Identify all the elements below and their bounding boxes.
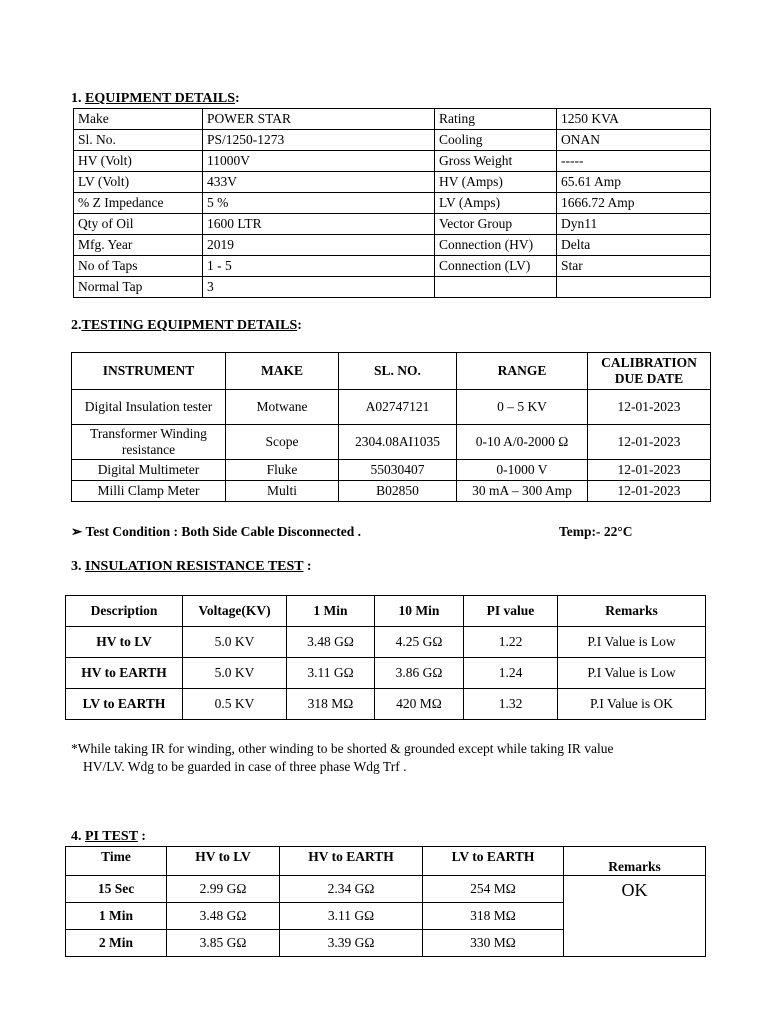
pi-header: HV to EARTH [280, 847, 423, 876]
pi-cell: 2.34 GΩ [280, 876, 423, 903]
equipment-cell: Connection (HV) [435, 235, 557, 256]
section1-heading [71, 91, 240, 107]
equipment-row [74, 151, 711, 172]
ir-cell: 1.32 [464, 689, 558, 720]
testing-equipment-header: CALIBRATION DUE DATE [588, 353, 711, 390]
pi-cell: 3.39 GΩ [280, 930, 423, 957]
ir-cell: P.I Value is Low [558, 658, 706, 689]
equipment-cell: No of Taps [74, 256, 203, 277]
ir-header: PI value [464, 596, 558, 627]
testing-equipment-cell: A02747121 [339, 390, 457, 425]
pi-test-table [65, 846, 706, 957]
equipment-cell: Rating [435, 109, 557, 130]
equipment-cell: 65.61 Amp [557, 172, 711, 193]
ir-cell: 5.0 KV [183, 627, 287, 658]
ir-cell: P.I Value is OK [558, 689, 706, 720]
equipment-cell: 11000V [203, 151, 435, 172]
temperature-text [559, 524, 633, 540]
ir-cell: 3.86 GΩ [375, 658, 464, 689]
section3-title: INSULATION RESISTANCE TEST [85, 559, 304, 574]
pi-header: Time [66, 847, 167, 876]
testing-equipment-cell: Digital Multimeter [72, 460, 226, 481]
testing-equipment-cell: 0-10 A/0-2000 Ω [457, 425, 588, 460]
ir-cell: 0.5 KV [183, 689, 287, 720]
testing-equipment-header: INSTRUMENT [72, 353, 226, 390]
equipment-cell: LV (Volt) [74, 172, 203, 193]
equipment-row [74, 193, 711, 214]
equipment-cell: Star [557, 256, 711, 277]
equipment-cell: Gross Weight [435, 151, 557, 172]
pi-cell: 1 Min [66, 903, 167, 930]
equipment-row [74, 109, 711, 130]
equipment-cell: Qty of Oil [74, 214, 203, 235]
equipment-row [74, 235, 711, 256]
testing-equipment-cell: 2304.08AI1035 [339, 425, 457, 460]
equipment-cell: % Z Impedance [74, 193, 203, 214]
testing-equipment-cell: Scope [226, 425, 339, 460]
section4-heading [71, 829, 146, 845]
section4-suffix: : [137, 829, 146, 844]
equipment-row [74, 130, 711, 151]
equipment-cell: 433V [203, 172, 435, 193]
section1-number: 1. [71, 91, 82, 106]
equipment-cell: PS/1250-1273 [203, 130, 435, 151]
testing-equipment-cell: Milli Clamp Meter [72, 481, 226, 502]
ir-header: Remarks [558, 596, 706, 627]
testing-equipment-cell: 12-01-2023 [588, 425, 711, 460]
pi-header: LV to EARTH [423, 847, 564, 876]
ir-cell: P.I Value is Low [558, 627, 706, 658]
equipment-cell: Vector Group [435, 214, 557, 235]
equipment-cell: POWER STAR [203, 109, 435, 130]
testing-equipment-cell: 0-1000 V [457, 460, 588, 481]
testing-equipment-cell: B02850 [339, 481, 457, 502]
pi-header: HV to LV [167, 847, 280, 876]
equipment-cell: ONAN [557, 130, 711, 151]
ir-row [66, 627, 706, 658]
equipment-cell: Dyn11 [557, 214, 711, 235]
section2-number: 2. [71, 318, 82, 333]
section3-heading [71, 559, 312, 575]
equipment-cell: 5 % [203, 193, 435, 214]
ir-row [66, 689, 706, 720]
pi-cell: 318 MΩ [423, 903, 564, 930]
testing-equipment-table [71, 352, 711, 502]
testing-equipment-row [72, 390, 711, 425]
section2-title: TESTING EQUIPMENT DETAILS [81, 318, 298, 333]
testing-equipment-cell: 55030407 [339, 460, 457, 481]
pi-cell: 2.99 GΩ [167, 876, 280, 903]
testing-equipment-row [72, 481, 711, 502]
testing-equipment-header: SL. NO. [339, 353, 457, 390]
equipment-cell: Mfg. Year [74, 235, 203, 256]
ir-cell: HV to LV [66, 627, 183, 658]
equipment-cell: LV (Amps) [435, 193, 557, 214]
equipment-row [74, 214, 711, 235]
equipment-cell [435, 277, 557, 298]
section3-number: 3. [71, 559, 82, 574]
ir-cell: 3.11 GΩ [287, 658, 375, 689]
testing-equipment-cell: 30 mA – 300 Amp [457, 481, 588, 502]
ir-note-line1: *While taking IR for winding, other winding to be shorted & grounded except while taking IR value [71, 741, 614, 756]
pi-cell: 3.11 GΩ [280, 903, 423, 930]
pi-cell: 254 MΩ [423, 876, 564, 903]
section4-title: PI TEST [85, 829, 138, 844]
pi-cell: 3.85 GΩ [167, 930, 280, 957]
section1-title: EQUIPMENT DETAILS [85, 91, 236, 106]
equipment-cell: 2019 [203, 235, 435, 256]
equipment-cell: 1250 KVA [557, 109, 711, 130]
pi-cell: 330 MΩ [423, 930, 564, 957]
equipment-cell: Normal Tap [74, 277, 203, 298]
testing-equipment-cell: 12-01-2023 [588, 390, 711, 425]
ir-cell: LV to EARTH [66, 689, 183, 720]
equipment-cell: Connection (LV) [435, 256, 557, 277]
ir-cell: 4.25 GΩ [375, 627, 464, 658]
ir-cell: 1.24 [464, 658, 558, 689]
equipment-row [74, 277, 711, 298]
section2-heading [71, 318, 302, 334]
ir-row [66, 658, 706, 689]
bullet-arrow-icon: ➢ [71, 524, 83, 539]
ir-cell: 3.48 GΩ [287, 627, 375, 658]
section4-number: 4. [71, 829, 82, 844]
ir-header: 10 Min [375, 596, 464, 627]
ir-header: 1 Min [287, 596, 375, 627]
section1-suffix: : [235, 91, 240, 106]
equipment-cell: 1666.72 Amp [557, 193, 711, 214]
pi-header: Remarks [564, 847, 706, 876]
testing-equipment-cell: 12-01-2023 [588, 481, 711, 502]
testing-equipment-row [72, 460, 711, 481]
testing-equipment-header: RANGE [457, 353, 588, 390]
equipment-cell: Make [74, 109, 203, 130]
pi-row [66, 876, 706, 903]
section3-suffix: : [303, 559, 312, 574]
ir-cell: 420 MΩ [375, 689, 464, 720]
testing-equipment-header: MAKE [226, 353, 339, 390]
ir-cell: 318 MΩ [287, 689, 375, 720]
equipment-cell: 3 [203, 277, 435, 298]
testing-equipment-cell: Transformer Winding resistance [72, 425, 226, 460]
equipment-row [74, 172, 711, 193]
equipment-cell: 1600 LTR [203, 214, 435, 235]
test-condition-line [71, 524, 361, 540]
ir-cell: 5.0 KV [183, 658, 287, 689]
temperature-value: Temp:- 22°C [559, 524, 633, 539]
testing-equipment-row [72, 425, 711, 460]
ir-note [71, 740, 761, 776]
testing-equipment-cell: Fluke [226, 460, 339, 481]
pi-cell: 2 Min [66, 930, 167, 957]
pi-cell: 3.48 GΩ [167, 903, 280, 930]
pi-cell: 15 Sec [66, 876, 167, 903]
equipment-cell: 1 - 5 [203, 256, 435, 277]
equipment-cell: Delta [557, 235, 711, 256]
insulation-resistance-table [65, 595, 706, 720]
equipment-details-table [73, 108, 711, 298]
equipment-cell: HV (Volt) [74, 151, 203, 172]
equipment-cell: Sl. No. [74, 130, 203, 151]
ir-header: Voltage(KV) [183, 596, 287, 627]
ir-cell: 1.22 [464, 627, 558, 658]
equipment-cell [557, 277, 711, 298]
test-condition-text: Test Condition : Both Side Cable Disconnected . [85, 524, 361, 539]
equipment-cell: Cooling [435, 130, 557, 151]
equipment-cell: ----- [557, 151, 711, 172]
testing-equipment-cell: Digital Insulation tester [72, 390, 226, 425]
ir-cell: HV to EARTH [66, 658, 183, 689]
testing-equipment-cell: 0 – 5 KV [457, 390, 588, 425]
testing-equipment-cell: 12-01-2023 [588, 460, 711, 481]
equipment-cell: HV (Amps) [435, 172, 557, 193]
pi-remark: OK [564, 876, 706, 957]
equipment-row [74, 256, 711, 277]
testing-equipment-cell: Motwane [226, 390, 339, 425]
ir-note-line2: HV/LV. Wdg to be guarded in case of three phase Wdg Trf . [83, 759, 407, 774]
section2-suffix: : [297, 318, 302, 333]
ir-header: Description [66, 596, 183, 627]
testing-equipment-cell: Multi [226, 481, 339, 502]
